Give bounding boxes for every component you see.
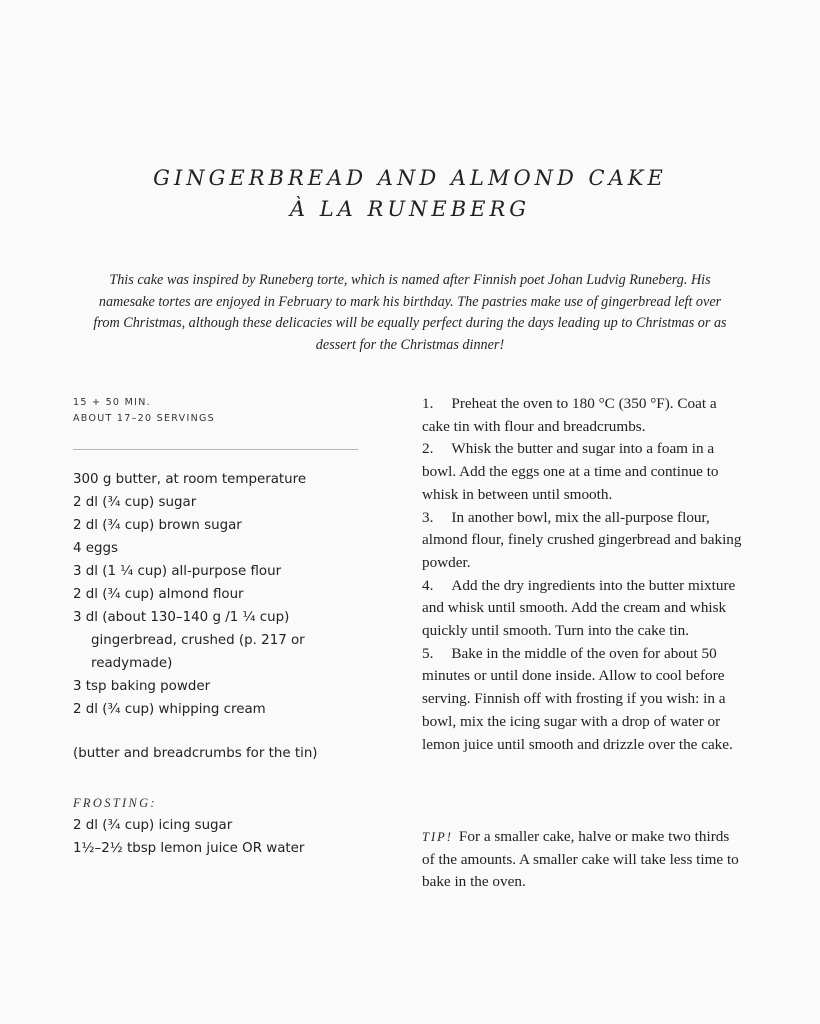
recipe-meta xyxy=(73,395,215,427)
frosting-list xyxy=(73,814,304,860)
ingredient-item: 3 dl (about 130–140 g /1 ¼ cup) gingerbread, crushed (p. 217 or readymade) xyxy=(73,610,305,671)
step-number: 2. xyxy=(422,440,434,458)
ingredient-item: 3 dl (1 ¼ cup) all-purpose flour xyxy=(73,564,282,579)
ingredient-item: 2 dl (¾ cup) sugar xyxy=(73,495,197,510)
frosting-heading: FROSTING: xyxy=(73,796,157,810)
prep-time: 15 + 50 MIN. xyxy=(73,397,151,408)
step-text: In another bowl, mix the all-purpose flour, almond flour, finely crushed gingerbread and baking powder. xyxy=(422,508,742,571)
ingredient-item: 4 eggs xyxy=(73,541,118,556)
step-text: Bake in the middle of the oven for about 50 minutes or until done inside. Allow to cool before serving. Finnish off with frosting if you wish: in a bowl, mix the icing sugar with a drop of water or lemon juice until smooth and drizzle over the cake. xyxy=(422,644,733,753)
step-text: Whisk the butter and sugar into a foam in a bowl. Add the eggs one at a time and continue to whisk in between until smooth. xyxy=(422,440,719,503)
ingredient-item: 2 dl (¾ cup) brown sugar xyxy=(73,518,242,533)
step-text: Add the dry ingredients into the butter mixture and whisk until smooth. Add the cream and whisk quickly until smooth. Turn into the cake tin. xyxy=(422,576,736,640)
ingredient-item: 2 dl (¾ cup) almond flour xyxy=(73,587,244,602)
method-step xyxy=(422,643,744,757)
step-text: Preheat the oven to 180 °C (350 °F). Coat a cake tin with flour and breadcrumbs. xyxy=(422,395,717,435)
ingredient-list xyxy=(73,468,373,721)
step-number: 3. xyxy=(422,508,434,526)
recipe-title-line-1: GINGERBREAD AND ALMOND CAKE xyxy=(153,166,667,190)
method-step xyxy=(422,575,744,643)
frosting-item: 2 dl (¾ cup) icing sugar xyxy=(73,818,233,833)
frosting-item: 1½–2½ tbsp lemon juice OR water xyxy=(73,841,305,856)
tip-text: For a smaller cake, halve or make two thirds of the amounts. A smaller cake will take less time to bake in the oven. xyxy=(422,828,739,891)
servings: ABOUT 17–20 SERVINGS xyxy=(73,413,215,424)
step-number: 4. xyxy=(422,576,434,594)
step-number: 1. xyxy=(422,395,434,412)
method-steps xyxy=(422,393,744,756)
divider xyxy=(73,449,358,450)
ingredient-item: 2 dl (¾ cup) whipping cream xyxy=(73,702,266,717)
ingredient-item: 300 g butter, at room temperature xyxy=(73,472,307,487)
method-step xyxy=(422,438,744,506)
method-step xyxy=(422,393,744,438)
recipe-intro: This cake was inspired by Runeberg torte, which is named after Finnish poet Johan Ludvig Runeberg. His namesake tortes are enjoyed in February to mark his birthday. The pastries make use of gingerbread left over from Christmas, although these delicacies will be equally perfect during the days leading up to Christmas or as dessert for the Christmas dinner! xyxy=(93,272,727,353)
ingredient-item: 3 tsp baking powder xyxy=(73,679,211,694)
tip xyxy=(422,826,744,894)
tin-note: (butter and breadcrumbs for the tin) xyxy=(73,746,318,761)
step-number: 5. xyxy=(422,644,434,662)
tip-label: TIP! xyxy=(422,830,453,844)
recipe-title-line-2: À LA RUNEBERG xyxy=(289,197,531,221)
method-step xyxy=(422,507,744,575)
